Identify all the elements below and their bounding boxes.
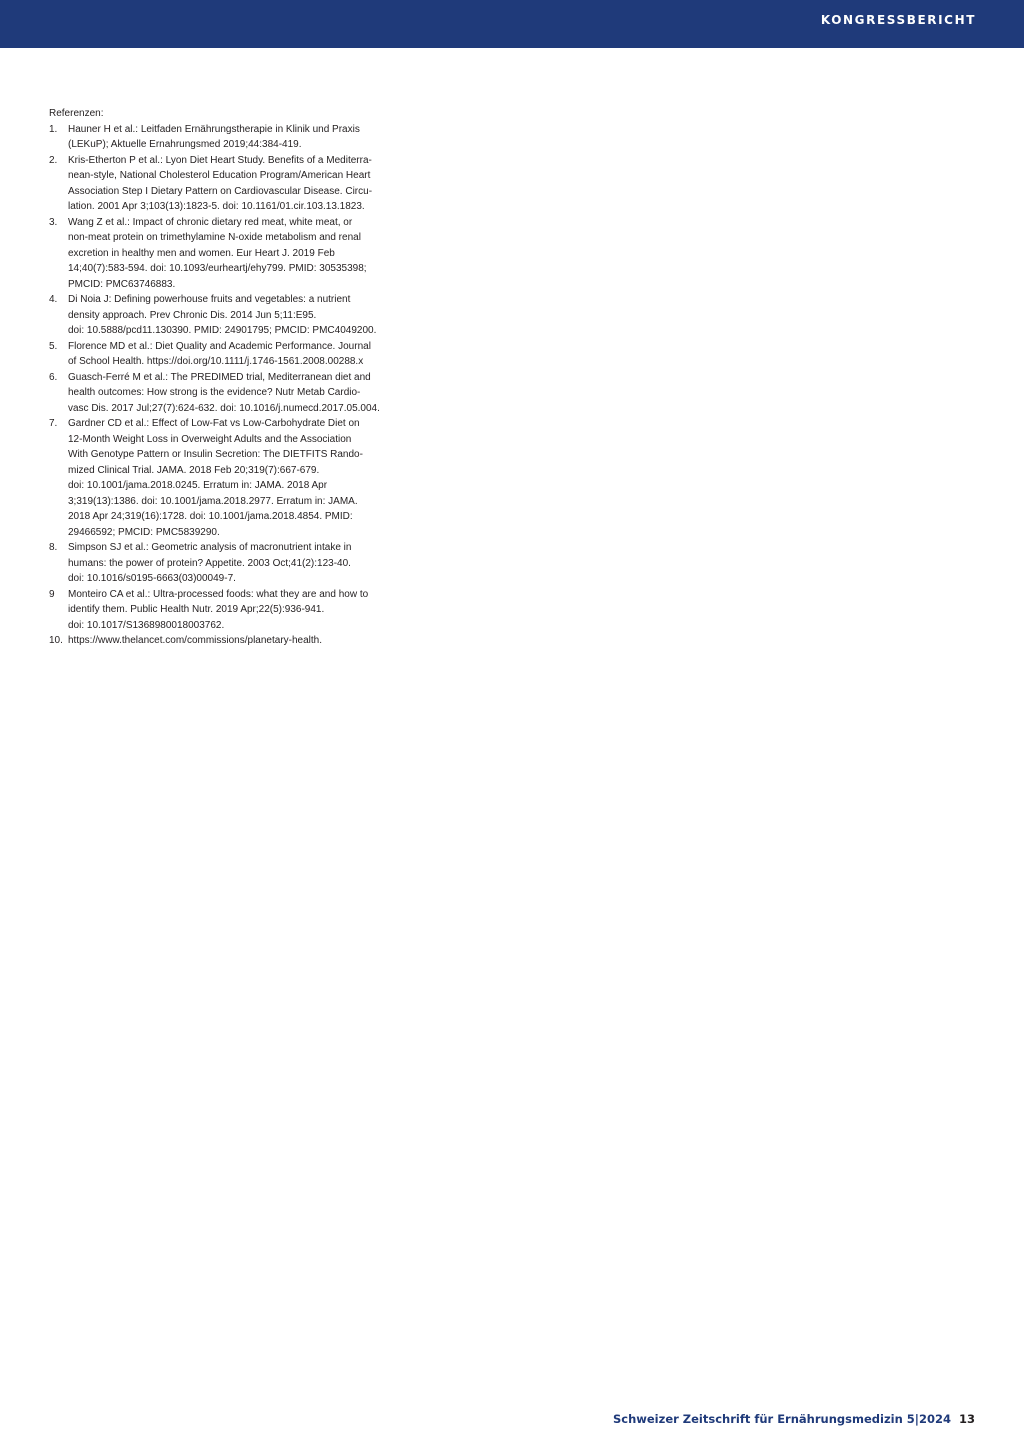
reference-number: 8.	[49, 542, 58, 553]
reference-text: Hauner H et al.: Leitfaden Ernährungstherapie in Klinik und Praxis (LEKuP); Aktuelle Ernahrungsmed 2019;44:384-419.	[68, 123, 360, 150]
reference-item	[49, 587, 394, 634]
reference-number: 5.	[49, 340, 58, 352]
reference-number: 3.	[49, 216, 58, 228]
reference-item	[49, 215, 394, 293]
reference-number: 4.	[49, 294, 58, 305]
reference-text: Kris-Etherton P et al.: Lyon Diet Heart Study. Benefits of a Mediterra- nean-style, National Cholesterol Education Program/American Heart Association Step I Dietary Pattern on Cardiovascular Disease. Circu- lation. 2001 Apr 3;103(13):1823-5. doi: 10.1161/01.cir.103.13.1823.	[68, 154, 373, 212]
reference-text: https://www.thelancet.com/commissions/planetary-health.	[68, 635, 322, 646]
reference-text: Guasch-Ferré M et al.: The PREDIMED trial, Mediterranean diet and health outcomes: How strong is the evidence? Nutr Metab Cardio- vasc Dis. 2017 Jul;27(7):624-632. doi: 10.1016/j.numecd.2017.05.004.	[68, 371, 380, 414]
reference-item	[49, 153, 394, 215]
reference-number: 10.	[49, 635, 63, 646]
reference-text: Di Noia J: Defining powerhouse fruits and vegetables: a nutrient density approach. Prev Chronic Dis. 2014 Jun 5;11:E95. doi: 10.5888/pcd11.130390. PMID: 24901795; PMCID: PMC4049200.	[68, 294, 377, 336]
journal-name: Schweizer Zeitschrift für Ernährungsmedizin 5|2024	[612, 1412, 951, 1426]
page-number: 13	[958, 1412, 975, 1426]
reference-text: Florence MD et al.: Diet Quality and Academic Performance. Journal of School Health. https://doi.org/10.1111/j.1746-1561.2008.00288.x	[68, 340, 371, 367]
reference-text: Wang Z et al.: Impact of chronic dietary red meat, white meat, or non-meat protein on trimethylamine N-oxide metabolism and renal excretion in healthy men and women. Eur Heart J. 2019 Feb 14;40(7):583-594. doi: 10.1093/eurheartj/ehy799. PMID: 30535398; PMCID: PMC63746883.	[68, 216, 367, 290]
reference-number: 6.	[49, 371, 58, 383]
reference-item	[49, 540, 394, 587]
section-label: KONGRESSBERICHT	[820, 13, 976, 27]
reference-item	[49, 370, 394, 417]
reference-number: 2.	[49, 154, 58, 166]
reference-text: Gardner CD et al.: Effect of Low-Fat vs Low-Carbohydrate Diet on 12-Month Weight Loss in Overweight Adults and the Association With Genotype Pattern or Insulin Secretion: The DIETFITS Rando- mized Clinical Trial. JAMA. 2018 Feb 20;319(7):667-679. doi: 10.1001/jama.2018.0245. Erratum in: JAMA. 2018 Apr 3;319(13):1386. doi: 10.1001/jama.2018.2977. Erratum in: JAMA. 2018 Apr 24;319(16):1728. doi: 10.1001/jama.2018.4854. PMID: 29466592; PMCID: PMC5839290.	[68, 418, 363, 538]
reference-number: 9	[49, 588, 55, 600]
reference-text: Monteiro CA et al.: Ultra-processed foods: what they are and how to identify them. Public Health Nutr. 2019 Apr;22(5):936-941. doi: 10.1017/S1368980018003762.	[68, 588, 369, 631]
reference-item	[49, 633, 394, 649]
reference-item	[49, 122, 394, 153]
header-bar	[0, 0, 1024, 48]
reference-item	[49, 292, 394, 339]
references-section	[49, 106, 394, 649]
reference-list	[49, 122, 394, 649]
reference-text: Simpson SJ et al.: Geometric analysis of macronutrient intake in humans: the power of protein? Appetite. 2003 Oct;41(2):123-40. doi: 10.1016/s0195-6663(03)00049-7.	[68, 542, 352, 584]
reference-number: 7.	[49, 418, 58, 429]
reference-number: 1.	[49, 123, 58, 135]
page-footer	[613, 1410, 975, 1428]
reference-item	[49, 416, 394, 540]
references-heading: Referenzen:	[49, 108, 104, 119]
reference-item	[49, 339, 394, 370]
